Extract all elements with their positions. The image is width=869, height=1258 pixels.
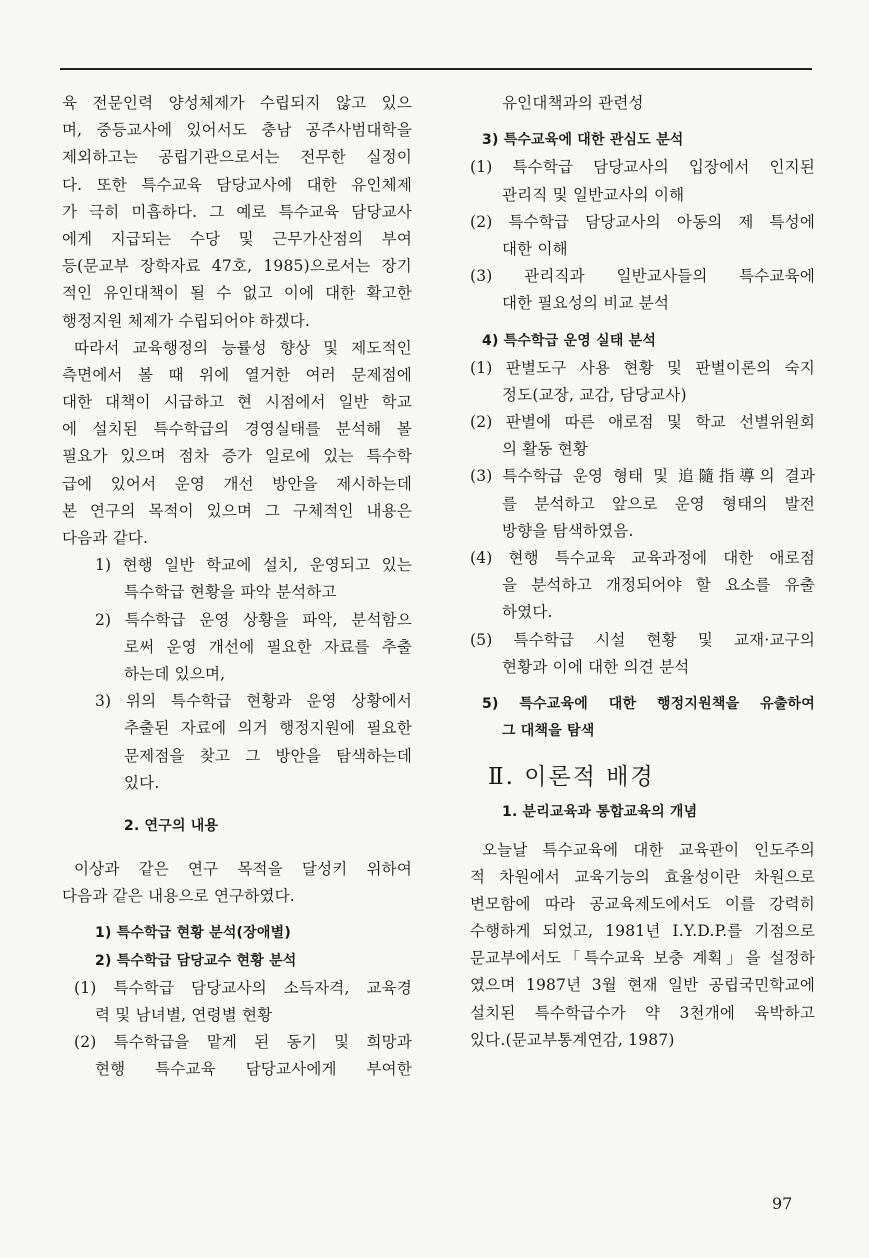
text-line: (2) 특수학급을 맡게 된 동기 및 희망과 — [74, 1033, 412, 1052]
text-line: 다음과 같은 내용으로 연구하였다. — [62, 887, 295, 906]
text-line: 변모함에 따라 공교육제도에서도 이를 강력히 — [470, 894, 815, 913]
text-line: (1) 판별도구 사용 현황 및 판별이론의 숙지 — [470, 358, 815, 377]
section-heading: 5) 특수교육에 대한 행정지원책을 유출하여 — [482, 695, 815, 712]
text-line: 력 및 남녀별, 연령별 현황 — [95, 1006, 273, 1024]
spacer — [62, 910, 412, 920]
text-line: 대한 대책이 시급하고 현 시점에서 일반 학교 — [62, 393, 412, 412]
spacer — [470, 745, 815, 755]
text-line: (2) 특수학급 담당교사의 아동의 제 특성에 — [470, 212, 815, 231]
text-line: 며, 중등교사에 있어서도 충남 공주사범대학을 — [62, 121, 412, 140]
text-line: 를 분석하고 앞으로 운영 형태의 발전 — [502, 494, 815, 513]
text-line: 따라서 교육행정의 능률성 향상 및 제도적인 — [74, 338, 412, 357]
text-line: 대한 이해 — [502, 239, 568, 258]
text-line: 있다.(문교부통계연감, 1987) — [470, 1030, 675, 1049]
text-line: 필요가 있으며 점차 증가 일로에 있는 특수학 — [62, 447, 412, 466]
text-line: (3) 특수학급 운영 형태 및 追隨指導의 결과 — [470, 467, 815, 486]
spacer — [470, 117, 815, 127]
text-line: 방향을 탐색하였음. — [502, 521, 634, 540]
spacer — [470, 827, 815, 837]
spacer — [62, 840, 412, 856]
text-line: 의 활동 현황 — [502, 440, 589, 459]
text-line: (4) 현행 특수교육 교육과정에 대한 애로점 — [470, 549, 815, 567]
text-line: 유인대책과의 관련성 — [502, 94, 644, 112]
text-line: 하는데 있으며, — [124, 664, 226, 683]
text-line: 등(문교부 장학자료 47호, 1985)으로서는 장기 — [62, 257, 412, 276]
spacer — [470, 681, 815, 691]
text-line: (1) 특수학급 담당교사의 소득자격, 교육경 — [74, 978, 412, 997]
text-line: 현행 특수교육 담당교사에게 부여한 — [95, 1060, 412, 1079]
text-line: 가 극히 미흡하다. 그 예로 특수교육 담당교사 — [62, 202, 412, 221]
right-column — [470, 90, 815, 1054]
text-line: 적 차원에서 교육기능의 효율성이란 차원으로 — [470, 867, 815, 886]
text-line: 제외하고는 공립기관으로서는 전무한 실정이 — [62, 148, 412, 167]
text-line: 오늘날 특수교육에 대한 교육관이 인도주의 — [482, 840, 815, 859]
text-line: 에 설치된 특수학급의 경영실태를 분석해 볼 — [62, 420, 412, 439]
section-heading: 그 대책을 탐색 — [502, 723, 595, 740]
text-line: 육 전문인력 양성체제가 수립되지 않고 있으 — [62, 94, 412, 112]
text-line: 특수학급 현황을 파악 분석하고 — [124, 583, 337, 602]
section-heading: 2. 연구의 내용 — [124, 817, 219, 834]
text-line: 있다. — [124, 773, 160, 792]
text-line: 하였다. — [502, 603, 553, 622]
text-line: 본 연구의 목적이 있으며 그 구체적인 내용은 — [62, 501, 412, 520]
text-line: 행정지원 체제가 수립되어야 하겠다. — [62, 311, 311, 330]
text-line: 2) 특수학급 운영 상황을 파악, 분석함으 — [95, 610, 412, 629]
text-line: 다음과 같다. — [62, 529, 149, 547]
section-heading: 4) 특수학급 운영 실태 분석 — [482, 332, 657, 349]
text-line: 로써 운영 개선에 필요한 자료를 추출 — [124, 637, 412, 656]
text-line: 관리직 및 일반교사의 이해 — [502, 185, 685, 204]
text-line: 을 분석하고 개정되어야 할 요소를 유출 — [502, 576, 815, 595]
spacer — [470, 318, 815, 328]
section-heading: 1) 특수학급 현황 분석(장애별) — [95, 925, 291, 942]
header-rule — [60, 68, 812, 70]
text-line: 이상과 같은 연구 목적을 달성키 위하여 — [74, 860, 412, 879]
text-line: 현황과 이에 대한 의견 분석 — [502, 657, 690, 676]
page-number: 97 — [772, 1194, 793, 1213]
text-line: 적인 유인대책이 될 수 없고 이에 대한 확고한 — [62, 284, 412, 303]
text-line: 대한 필요성의 비교 분석 — [502, 294, 670, 313]
section-heading: 2) 특수학급 담당교수 현황 분석 — [95, 952, 297, 969]
section-heading: 3) 특수교육에 대한 관심도 분석 — [482, 132, 684, 149]
text-line: 1) 현행 일반 학교에 설치, 운영되고 있는 — [95, 556, 412, 575]
text-line: (3) 관리직과 일반교사들의 특수교육에 — [470, 267, 815, 286]
section-heading: Ⅱ. 이론적 배경 — [488, 764, 655, 791]
text-line: 급에 있어서 운영 개선 방안을 제시하는데 — [62, 474, 412, 493]
text-line: (5) 특수학급 시설 현황 및 교재·교구의 — [470, 630, 815, 649]
left-column — [62, 90, 412, 1084]
text-line: 에게 지급되는 수당 및 근무가산점의 부여 — [62, 229, 412, 248]
text-line: 문제점을 찾고 그 방안을 탐색하는데 — [124, 746, 412, 765]
text-line: 문교부에서도「특수교육 보충 계획」을 설정하 — [470, 949, 815, 968]
section-heading: 1. 분리교육과 통합교육의 개념 — [502, 804, 698, 821]
text-line: (2) 판별에 따른 애로점 및 학교 선별위원회 — [470, 413, 815, 432]
text-line: 측면에서 볼 때 위에 열거한 여러 문제점에 — [62, 365, 412, 384]
text-line: 정도(교장, 교감, 담당교사) — [502, 385, 687, 404]
text-line: 다. 또한 특수교육 담당교사에 대한 유인체제 — [62, 175, 412, 194]
spacer — [62, 797, 412, 813]
text-line: 추출된 자료에 의거 행정지원에 필요한 — [124, 719, 412, 738]
text-line: 3) 위의 특수학급 현황과 운영 상황에서 — [95, 692, 412, 711]
text-line: 수행하게 되었고, 1981년 I.Y.D.P.를 기점으로 — [470, 922, 815, 941]
text-line: (1) 특수학급 담당교사의 입장에서 인지된 — [470, 158, 815, 177]
text-line: 였으며 1987년 3월 현재 일반 공립국민학교에 — [470, 976, 815, 995]
text-line: 설치된 특수학급수가 약 3천개에 육박하고 — [470, 1003, 815, 1022]
